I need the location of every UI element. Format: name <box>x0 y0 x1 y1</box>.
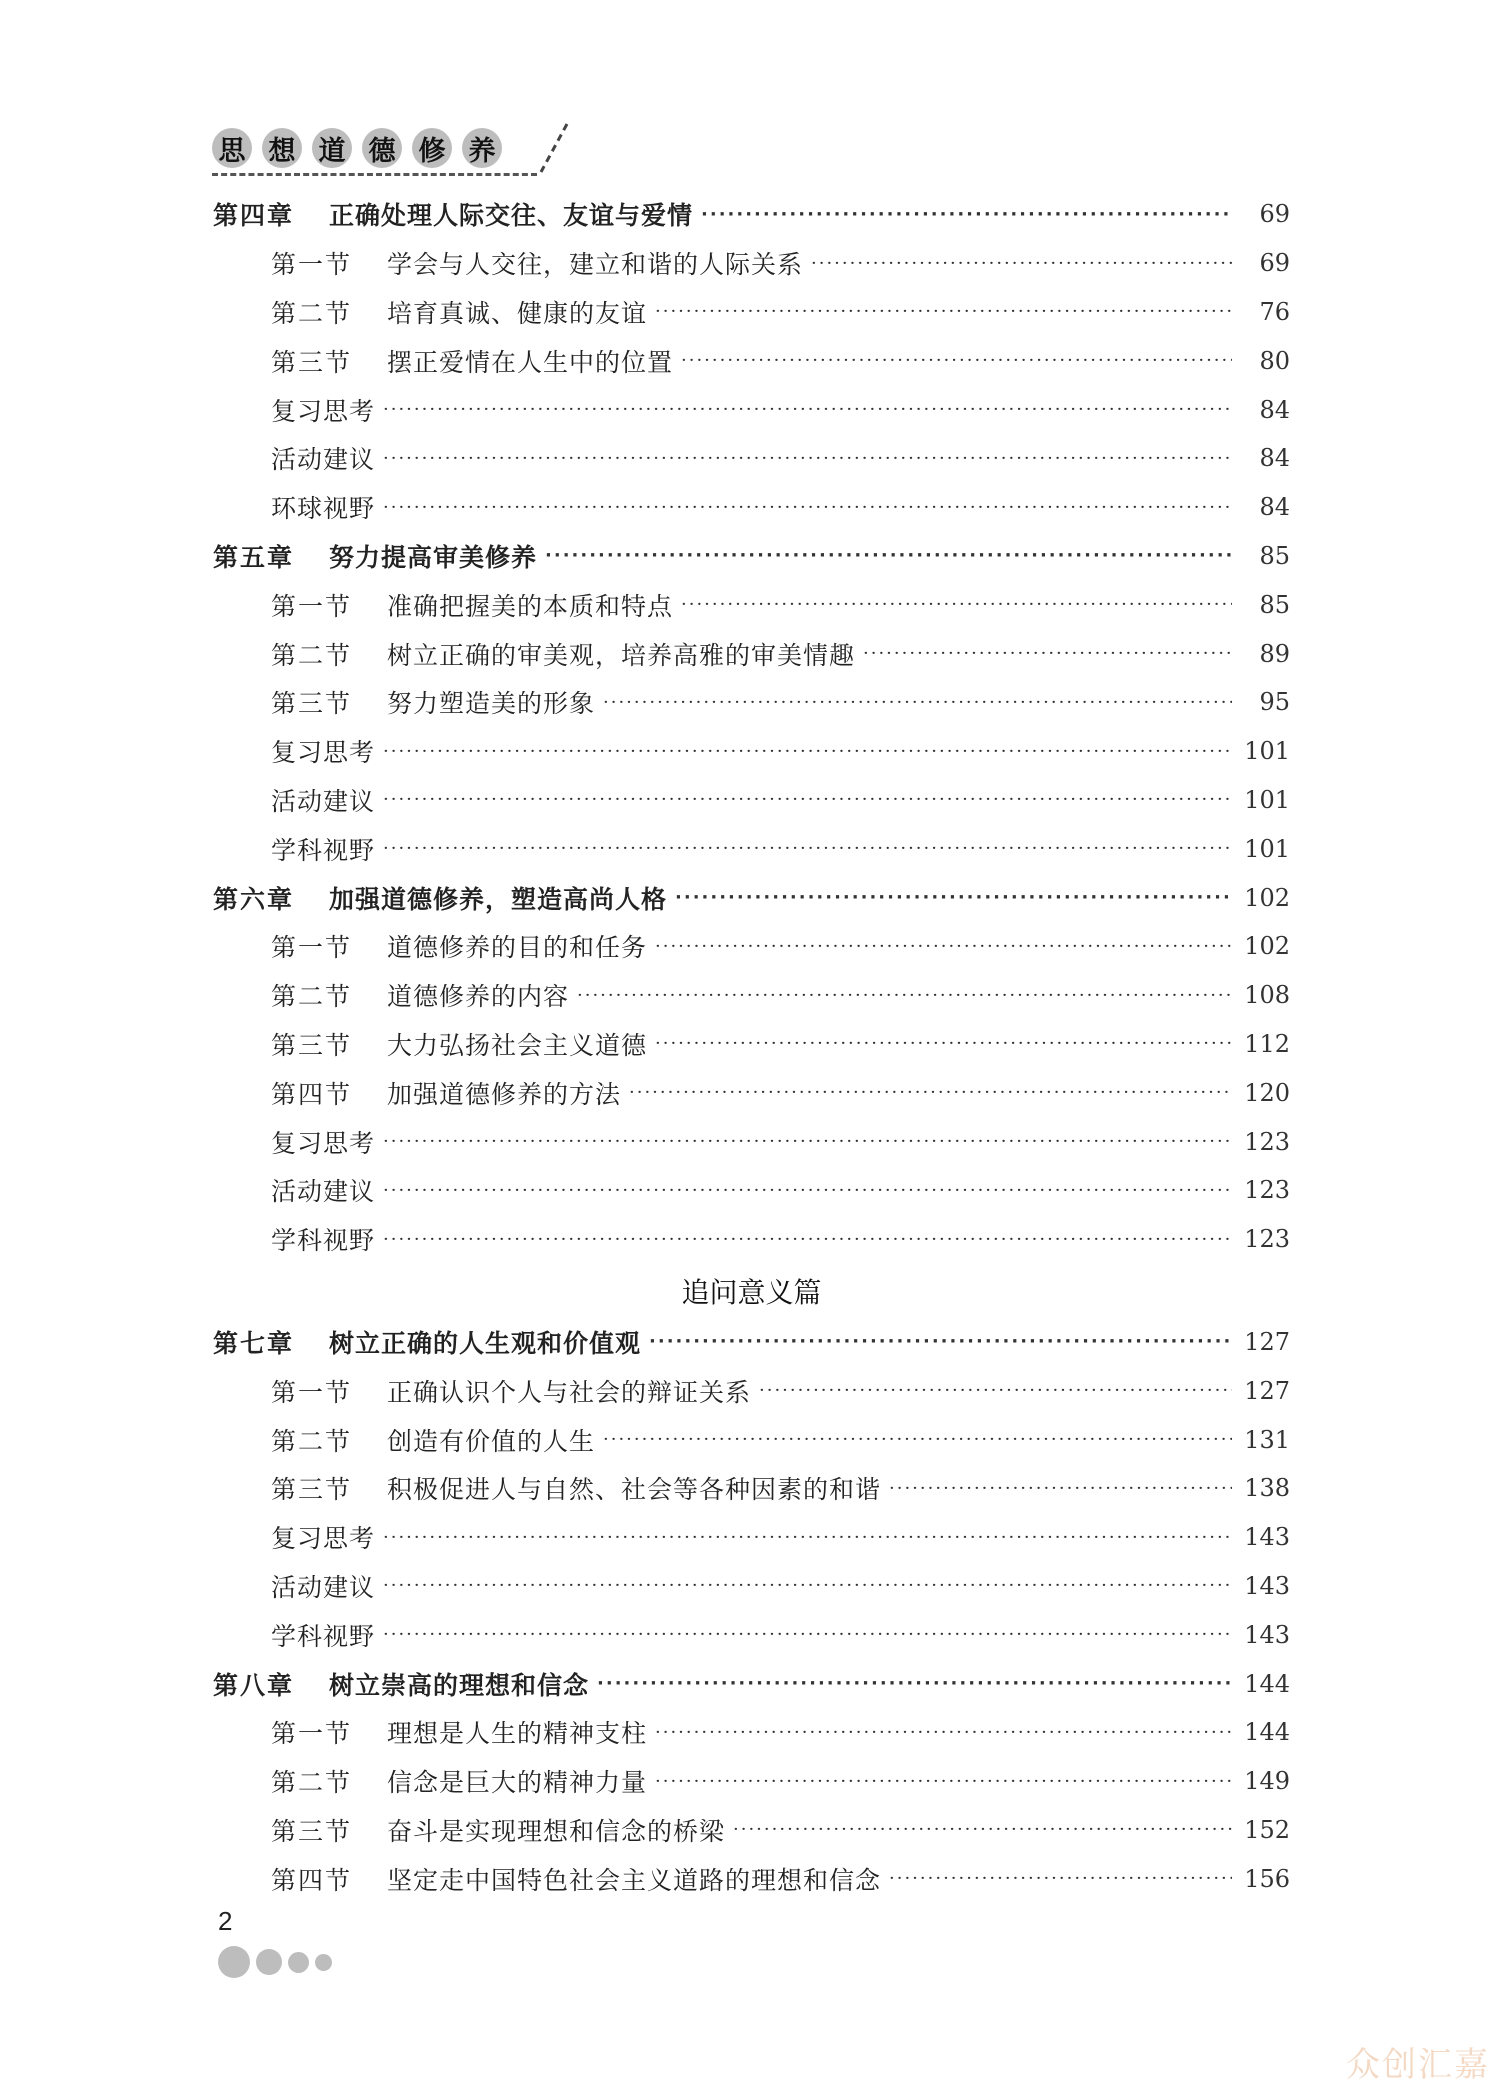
toc-entry-label: 第四章 <box>213 201 295 231</box>
toc-entry-page: 84 <box>1259 395 1290 424</box>
footer-dots-decoration <box>218 1946 332 1978</box>
toc-entry-label: 第二节 <box>271 1426 353 1456</box>
dot-leader <box>597 1673 1232 1694</box>
toc-chapter-entry[interactable] <box>213 1318 1290 1367</box>
dot-leader <box>383 1229 1232 1250</box>
toc-entry-page: 102 <box>1244 932 1290 961</box>
header-char: 修 <box>412 128 452 168</box>
toc-entry-label: 第一节 <box>271 1719 353 1749</box>
toc-entry-page: 123 <box>1244 1176 1290 1205</box>
toc-sub-entry[interactable] <box>213 1117 1290 1166</box>
toc-entry-title: 活动建议 <box>271 1177 376 1207</box>
toc-entry-page: 131 <box>1244 1425 1290 1454</box>
toc-sub-entry[interactable] <box>213 1166 1290 1215</box>
toc-entry-title: 复习思考 <box>271 1524 376 1554</box>
toc-entry-page: 101 <box>1244 834 1290 863</box>
toc-sub-entry[interactable] <box>213 434 1290 483</box>
header-char: 德 <box>362 128 402 168</box>
dot-leader <box>383 741 1232 762</box>
dot-leader <box>383 497 1232 518</box>
toc-entry-title: 摆正爱情在人生中的位置 <box>387 347 674 377</box>
watermark: 众创汇嘉 <box>1346 2045 1490 2085</box>
toc-entry-title: 正确处理人际交往、友谊与爱情 <box>329 201 694 231</box>
dot-icon <box>256 1949 282 1975</box>
toc-section-entry[interactable] <box>213 1415 1290 1464</box>
dot-leader <box>655 1033 1232 1054</box>
toc-entry-page: 138 <box>1244 1474 1290 1503</box>
toc-entry-page: 127 <box>1244 1376 1290 1405</box>
toc-section-entry[interactable] <box>213 1464 1290 1513</box>
header-char: 道 <box>312 128 352 168</box>
dot-leader <box>577 985 1232 1006</box>
dot-leader <box>603 692 1232 713</box>
toc-entry-page: 123 <box>1244 1225 1290 1254</box>
header-dashed-rule <box>212 173 537 176</box>
running-header <box>212 128 582 178</box>
toc-sub-entry[interactable] <box>213 385 1290 434</box>
dot-leader <box>681 594 1232 615</box>
header-char: 养 <box>462 128 502 168</box>
header-char: 想 <box>262 128 302 168</box>
dot-leader <box>383 1575 1232 1596</box>
toc-entry-page: 143 <box>1244 1620 1290 1649</box>
dot-leader <box>383 448 1232 469</box>
toc-entry-title: 树立正确的人生观和价值观 <box>329 1328 642 1358</box>
dot-leader <box>383 1131 1232 1152</box>
toc-entry-title: 积极促进人与自然、社会等各种因素的和谐 <box>387 1475 882 1505</box>
toc-entry-page: 95 <box>1259 688 1290 717</box>
toc-entry-page: 101 <box>1244 785 1290 814</box>
toc-sub-entry[interactable] <box>213 824 1290 873</box>
toc-entry-label: 第一节 <box>271 933 353 963</box>
toc-entry-label: 第三节 <box>271 1475 353 1505</box>
toc-entry-title: 奋斗是实现理想和信念的桥梁 <box>387 1816 726 1846</box>
dot-leader <box>863 643 1232 664</box>
toc-entry-label: 第二节 <box>271 298 353 328</box>
toc-entry-page: 69 <box>1259 200 1290 229</box>
toc-entry-label: 第三节 <box>271 1030 353 1060</box>
dot-leader <box>383 789 1232 810</box>
toc-entry-label: 第一节 <box>271 591 353 621</box>
toc-entry-page: 85 <box>1259 590 1290 619</box>
toc-sub-entry[interactable] <box>213 1513 1290 1562</box>
toc-entry-label: 第七章 <box>213 1328 295 1358</box>
toc-entry-page: 143 <box>1244 1571 1290 1600</box>
dot-leader <box>889 1868 1232 1889</box>
part-title: 追问意义篇 <box>681 1275 822 1309</box>
toc-entry-page: 120 <box>1244 1078 1290 1107</box>
toc-entry-label: 第八章 <box>213 1670 295 1700</box>
toc-entry-label: 第六章 <box>213 884 295 914</box>
dot-leader <box>733 1819 1232 1840</box>
toc-section-entry[interactable] <box>213 971 1290 1020</box>
toc-sub-entry[interactable] <box>213 1215 1290 1264</box>
dot-leader <box>603 1429 1232 1450</box>
dot-leader <box>383 399 1232 420</box>
dot-leader <box>655 1771 1232 1792</box>
toc-entry-label: 第五章 <box>213 542 295 572</box>
toc-entry-label: 第二节 <box>271 1768 353 1798</box>
header-char: 思 <box>212 128 252 168</box>
toc-entry-page: 143 <box>1244 1523 1290 1552</box>
toc-section-entry[interactable] <box>213 1708 1290 1757</box>
toc-section-entry[interactable] <box>213 580 1290 629</box>
toc-entry-page: 84 <box>1259 493 1290 522</box>
page-number: 2 <box>218 1906 233 1936</box>
toc-entry-title: 培育真诚、健康的友谊 <box>387 298 648 328</box>
toc-entry-page: 69 <box>1259 249 1290 278</box>
toc-entry-page: 112 <box>1244 1029 1290 1058</box>
toc-section-entry[interactable] <box>213 629 1290 678</box>
toc-entry-title: 创造有价值的人生 <box>387 1426 596 1456</box>
table-of-contents <box>213 190 1290 1903</box>
toc-entry-title: 复习思考 <box>271 1128 376 1158</box>
toc-entry-title: 道德修养的内容 <box>387 982 570 1012</box>
toc-section-entry[interactable] <box>213 922 1290 971</box>
toc-entry-title: 复习思考 <box>271 396 376 426</box>
toc-entry-label: 第四节 <box>271 1079 353 1109</box>
dot-leader <box>383 1180 1232 1201</box>
dot-leader <box>655 301 1232 322</box>
toc-entry-page: 108 <box>1244 981 1290 1010</box>
toc-entry-title: 活动建议 <box>271 786 376 816</box>
toc-entry-title: 学会与人交往，建立和谐的人际关系 <box>387 250 804 280</box>
toc-entry-page: 127 <box>1244 1327 1290 1356</box>
toc-section-entry[interactable] <box>213 239 1290 288</box>
toc-entry-page: 102 <box>1244 883 1290 912</box>
toc-entry-label: 第二节 <box>271 640 353 670</box>
toc-entry-title: 加强道德修养的方法 <box>387 1079 622 1109</box>
toc-sub-entry[interactable] <box>213 776 1290 825</box>
toc-entry-page: 89 <box>1259 639 1290 668</box>
toc-entry-page: 101 <box>1244 737 1290 766</box>
toc-chapter-entry[interactable] <box>213 1659 1290 1708</box>
toc-entry-title: 复习思考 <box>271 738 376 768</box>
toc-entry-title: 活动建议 <box>271 445 376 475</box>
toc-entry-title: 加强道德修养，塑造高尚人格 <box>329 884 668 914</box>
toc-entry-page: 84 <box>1259 444 1290 473</box>
dot-leader <box>655 1722 1232 1743</box>
toc-section-entry[interactable] <box>213 1757 1290 1806</box>
toc-section-entry[interactable] <box>213 678 1290 727</box>
dot-leader <box>811 253 1232 274</box>
toc-entry-label: 第三节 <box>271 689 353 719</box>
toc-entry-title: 树立崇高的理想和信念 <box>329 1670 590 1700</box>
toc-section-entry[interactable] <box>213 288 1290 337</box>
dot-icon <box>218 1946 250 1978</box>
toc-section-entry[interactable] <box>213 336 1290 385</box>
toc-entry-page: 144 <box>1244 1718 1290 1747</box>
dot-leader <box>655 936 1232 957</box>
dot-leader <box>701 204 1232 225</box>
dot-icon <box>288 1952 309 1973</box>
dot-leader <box>759 1380 1232 1401</box>
toc-entry-label: 第二节 <box>271 982 353 1012</box>
toc-section-entry[interactable] <box>213 1366 1290 1415</box>
toc-entry-title: 学科视野 <box>271 1621 376 1651</box>
toc-entry-title: 努力提高审美修养 <box>329 542 538 572</box>
dot-leader <box>383 1527 1232 1548</box>
toc-entry-page: 80 <box>1259 346 1290 375</box>
toc-chapter-entry[interactable] <box>213 190 1290 239</box>
toc-entry-label: 第三节 <box>271 1816 353 1846</box>
toc-entry-title: 理想是人生的精神支柱 <box>387 1719 648 1749</box>
toc-entry-label: 第一节 <box>271 1377 353 1407</box>
toc-entry-page: 156 <box>1244 1864 1290 1893</box>
toc-entry-title: 学科视野 <box>271 1226 376 1256</box>
toc-section-entry[interactable] <box>213 1806 1290 1855</box>
toc-entry-label: 第四节 <box>271 1865 353 1895</box>
dot-icon <box>315 1954 332 1971</box>
toc-entry-title: 活动建议 <box>271 1572 376 1602</box>
dot-leader <box>681 350 1232 371</box>
toc-entry-page: 76 <box>1259 297 1290 326</box>
toc-entry-title: 准确把握美的本质和特点 <box>387 591 674 621</box>
toc-entry-title: 学科视野 <box>271 835 376 865</box>
toc-entry-label: 第一节 <box>271 250 353 280</box>
toc-entry-page: 149 <box>1244 1767 1290 1796</box>
header-title <box>212 128 502 168</box>
toc-entry-title: 正确认识个人与社会的辩证关系 <box>387 1377 752 1407</box>
toc-section-entry[interactable] <box>213 1854 1290 1903</box>
toc-entry-label: 第三节 <box>271 347 353 377</box>
dot-leader <box>629 1082 1232 1103</box>
toc-entry-title: 努力塑造美的形象 <box>387 689 596 719</box>
toc-sub-entry[interactable] <box>213 727 1290 776</box>
toc-section-entry[interactable] <box>213 1020 1290 1069</box>
toc-entry-title: 树立正确的审美观，培养高雅的审美情趣 <box>387 640 856 670</box>
toc-entry-title: 坚定走中国特色社会主义道路的理想和信念 <box>387 1865 882 1895</box>
dot-leader <box>383 838 1232 859</box>
dot-leader <box>889 1478 1232 1499</box>
toc-chapter-entry[interactable] <box>213 532 1290 581</box>
dot-leader <box>649 1331 1232 1352</box>
toc-entry-title: 道德修养的目的和任务 <box>387 933 648 963</box>
toc-chapter-entry[interactable] <box>213 873 1290 922</box>
dot-leader <box>383 1624 1232 1645</box>
toc-sub-entry[interactable] <box>213 1562 1290 1611</box>
header-slash-decoration <box>535 118 575 178</box>
toc-section-entry[interactable] <box>213 1068 1290 1117</box>
toc-entry-page: 85 <box>1259 541 1290 570</box>
toc-entry-page: 144 <box>1244 1669 1290 1698</box>
toc-sub-entry[interactable] <box>213 1610 1290 1659</box>
dot-leader <box>675 887 1232 908</box>
dot-leader <box>545 545 1232 566</box>
toc-entry-page: 123 <box>1244 1127 1290 1156</box>
toc-entry-title: 环球视野 <box>271 494 376 524</box>
toc-entry-title: 大力弘扬社会主义道德 <box>387 1030 648 1060</box>
toc-entry-page: 152 <box>1244 1815 1290 1844</box>
toc-entry-title: 信念是巨大的精神力量 <box>387 1768 648 1798</box>
toc-sub-entry[interactable] <box>213 483 1290 532</box>
